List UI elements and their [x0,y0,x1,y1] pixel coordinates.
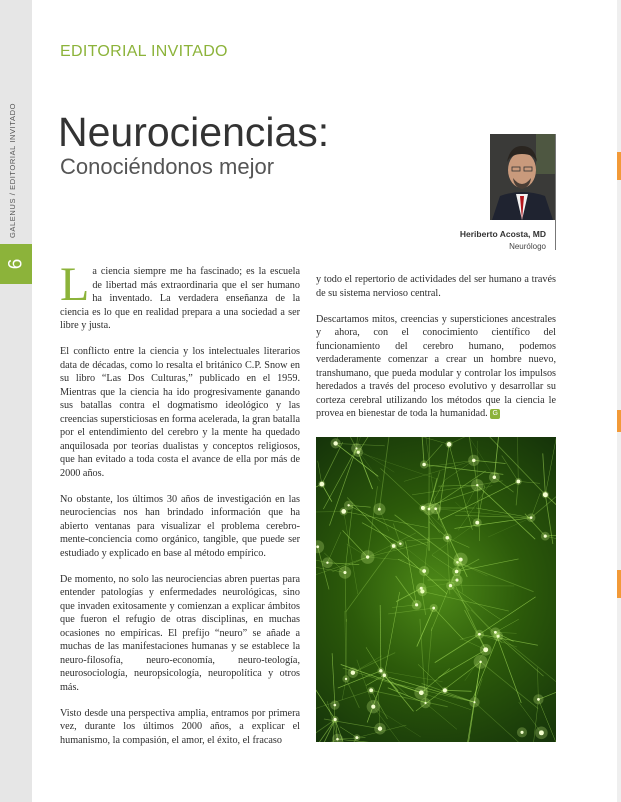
page-number: 6 [0,244,32,284]
section-tab-marker [617,410,621,432]
drop-cap: L [60,258,90,311]
paragraph: y todo el repertorio de actividades del ser humano a través de su sistema nervioso central. [316,274,556,299]
paragraph: De momento, no solo las neurociencias abren puertas para entender patologías y enfermedades neurológicas, sino que invaden exitosamente y comienzan a explicar ámbitos que fueron el refugio de otras disciplinas, en muchas ocasiones no empíricas. El prefijo “neuro” se añade a muchas de las manifestaciones humanas y se establece la neuro-filosofía, neuro-economía, neuro-teología, neurosociología, neuropsicología, neuropolítica y otros más. [60,573,300,693]
neuron-network-image [316,437,556,742]
author-photo [490,134,555,220]
paragraph: El conflicto entre la ciencia y los intelectuales literarios data de décadas, como lo resalta el británico C.P. Snow en su libro “Las Dos Culturas,” publicado en el 1959. Mientras que la ciencia ha ido progresivamente ganando sus batallas contra el dogmatismo ideológico y las creencias supersticiosas en forma acelerada, la gran batalla por el entendimiento del cerebro y la mente ha quedado anquilosada por teorías dualistas y conceptos religiosos, que han evitado a toda costa el avance de ella por más de 2000 años. [60,346,300,479]
section-tab-marker [617,570,621,598]
end-of-article-icon: G [490,409,500,419]
paragraph: La ciencia siempre me ha fascinado; es la escuela de libertad más extraordinaria que el ser humano ha inventado. La verdadera enseñanza de la ciencia es lo que en realidad prepara a una sociedad a ser libre y justa. [60,258,300,331]
article-column-right [316,273,556,433]
running-header: GALENUS / EDITORIAL INVITADO [8,102,17,238]
paragraph: Visto desde una perspectiva amplia, entramos por primera vez, durante los últimos 2000 años, a explicar el humanismo, la compasión, el amor, el éxito, el fracaso [60,707,300,746]
author-name: Heriberto Acosta, MD [459,229,546,239]
article-subtitle: Conociéndonos mejor [60,154,275,179]
paragraph: Descartamos mitos, creencias y supersticiones ancestrales y ahora, con el conocimiento científico del funcionamiento del cerebro humano, podemos verdaderamente comenzar a crear un hombre nuevo, transhumano, que pueda modular y controlar los impulsos heredados a través del proceso evolutivo y desarrollar su corteza cerebral utilizando los métodos que la ciencia le provea en bienestar de toda la humanidad. G [316,313,556,419]
page-edge [617,0,621,802]
section-tab-marker [617,152,621,180]
author-divider [555,134,556,250]
article-column-left [60,258,300,760]
author-role: Neurólogo [509,242,546,251]
paragraph: No obstante, los últimos 30 años de investigación en las neurociencias nos han brindado información que ha abierto ventanas para visualizar el problema cerebro-mente-conciencia como orgánico, tangible, que puede ser estudiado y explicado en base al método empírico. [60,493,300,559]
section-label: EDITORIAL INVITADO [60,43,228,60]
article-title: Neurociencias: [58,109,330,155]
